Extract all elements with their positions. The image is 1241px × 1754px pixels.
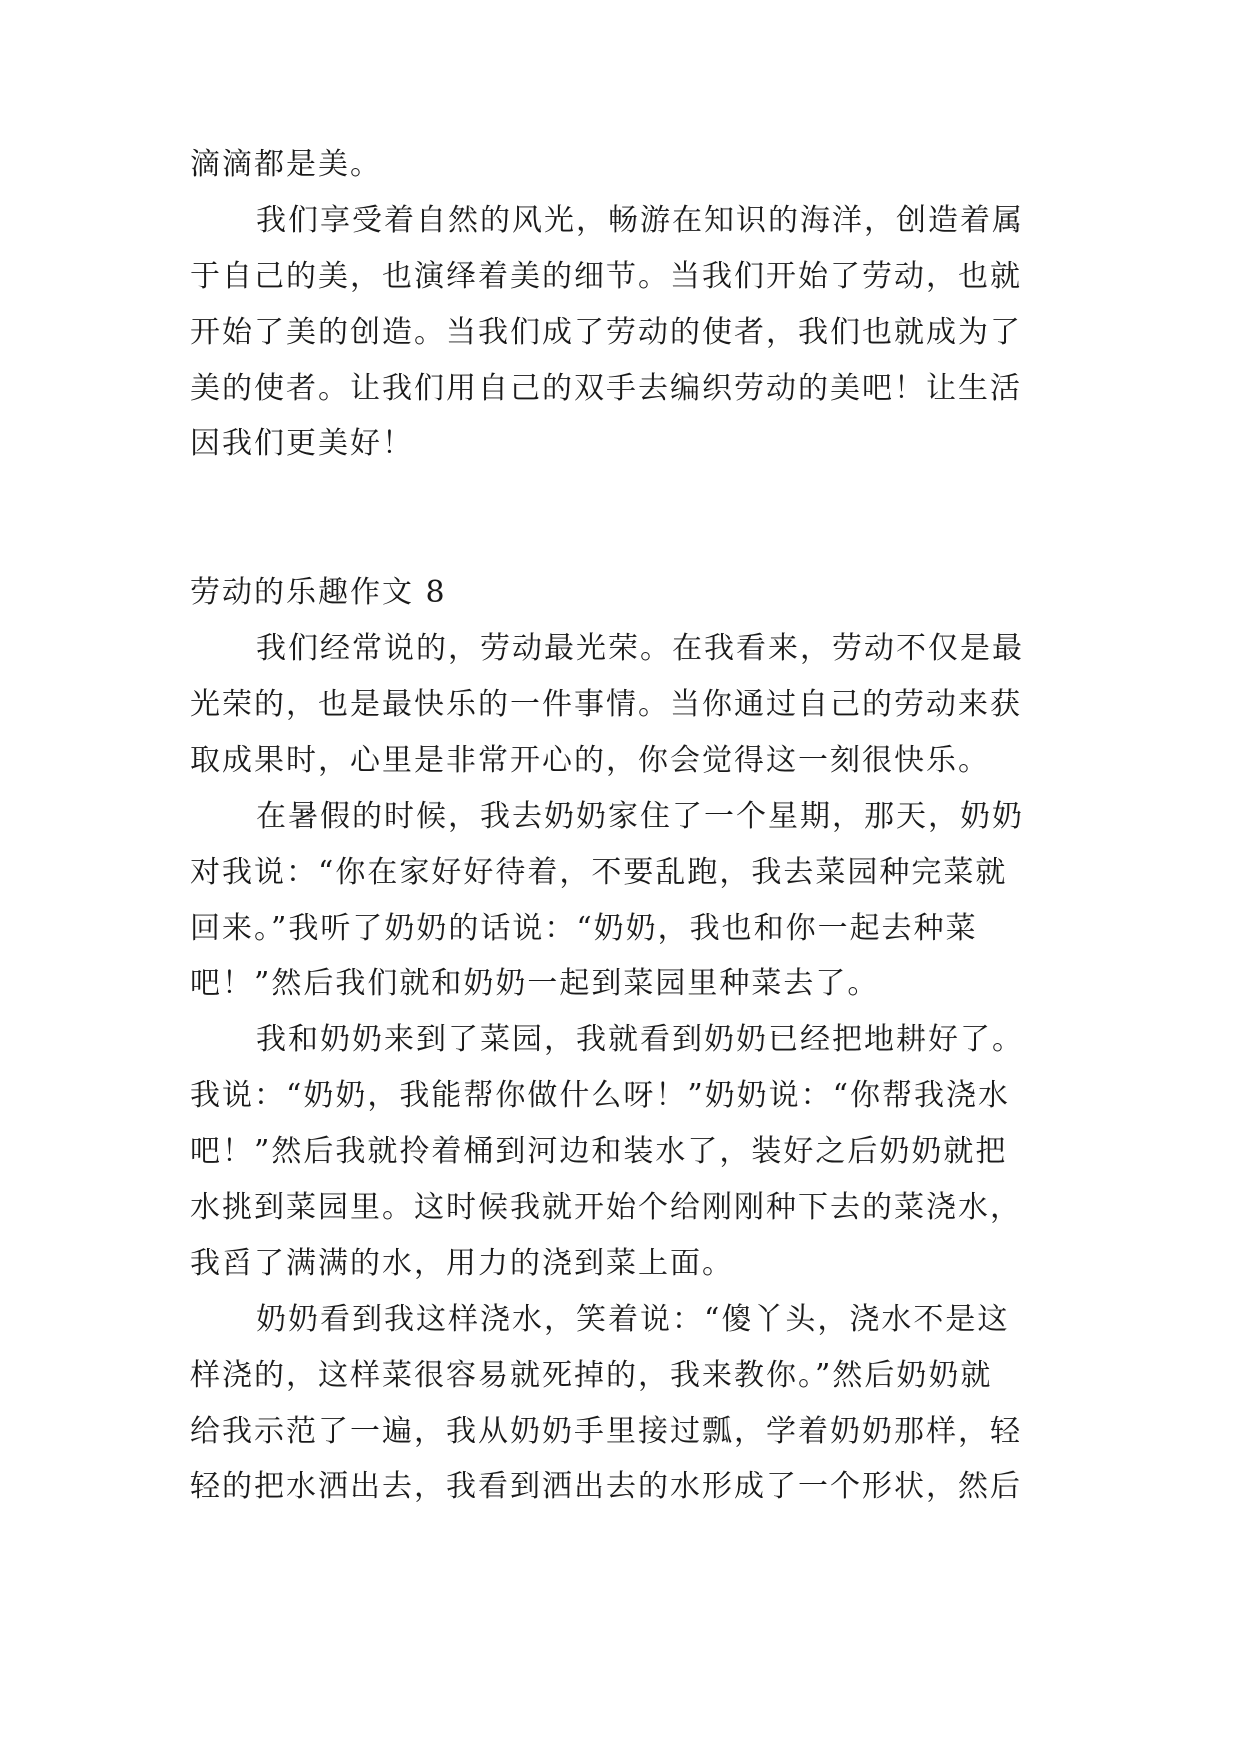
paragraph-line: 对我说：“你在家好好待着，不要乱跑，我去菜园种完菜就 xyxy=(190,855,1008,890)
paragraph-line: 回来。”我听了奶奶的话说：“奶奶，我也和你一起去种菜 xyxy=(190,911,978,946)
paragraph-line: 我说：“奶奶，我能帮你做什么呀！”奶奶说：“你帮我浇水 xyxy=(190,1078,1011,1113)
section-heading: 劳动的乐趣作文 8 xyxy=(190,575,447,610)
paragraph-line: 美的使者。让我们用自己的双手去编织劳动的美吧！让生活 xyxy=(190,371,1022,406)
paragraph-line: 轻的把水洒出去，我看到洒出去的水形成了一个形状，然后 xyxy=(190,1469,1022,1504)
paragraph-line: 因我们更美好！ xyxy=(190,426,414,461)
paragraph-line: 在暑假的时候，我去奶奶家住了一个星期，那天，奶奶 xyxy=(256,799,1024,834)
paragraph-line: 给我示范了一遍，我从奶奶手里接过瓢，学着奶奶那样，轻 xyxy=(190,1414,1022,1449)
paragraph-line: 滴滴都是美。 xyxy=(190,147,382,182)
paragraph-line: 我和奶奶来到了菜园，我就看到奶奶已经把地耕好了。 xyxy=(256,1022,1024,1057)
paragraph-line: 取成果时，心里是非常开心的，你会觉得这一刻很快乐。 xyxy=(190,743,990,778)
paragraph-line: 水挑到菜园里。这时候我就开始个给刚刚种下去的菜浇水， xyxy=(190,1190,1022,1225)
paragraph-line: 开始了美的创造。当我们成了劳动的使者，我们也就成为了 xyxy=(190,315,1022,350)
paragraph-line: 样浇的，这样菜很容易就死掉的，我来教你。”然后奶奶就 xyxy=(190,1358,993,1393)
paragraph-line: 吧！”然后我就拎着桶到河边和装水了，装好之后奶奶就把 xyxy=(190,1134,1008,1169)
paragraph-line: 光荣的，也是最快乐的一件事情。当你通过自己的劳动来获 xyxy=(190,687,1022,722)
paragraph-line: 奶奶看到我这样浇水，笑着说：“傻丫头，浇水不是这 xyxy=(256,1302,1010,1337)
paragraph-line: 于自己的美，也演绎着美的细节。当我们开始了劳动，也就 xyxy=(190,259,1022,294)
paragraph-line: 我舀了满满的水，用力的浇到菜上面。 xyxy=(190,1246,734,1281)
paragraph-line: 吧！”然后我们就和奶奶一起到菜园里种菜去了。 xyxy=(190,966,880,1001)
paragraph-line: 我们经常说的，劳动最光荣。在我看来，劳动不仅是最 xyxy=(256,631,1024,666)
paragraph-line: 我们享受着自然的风光，畅游在知识的海洋，创造着属 xyxy=(256,203,1024,238)
